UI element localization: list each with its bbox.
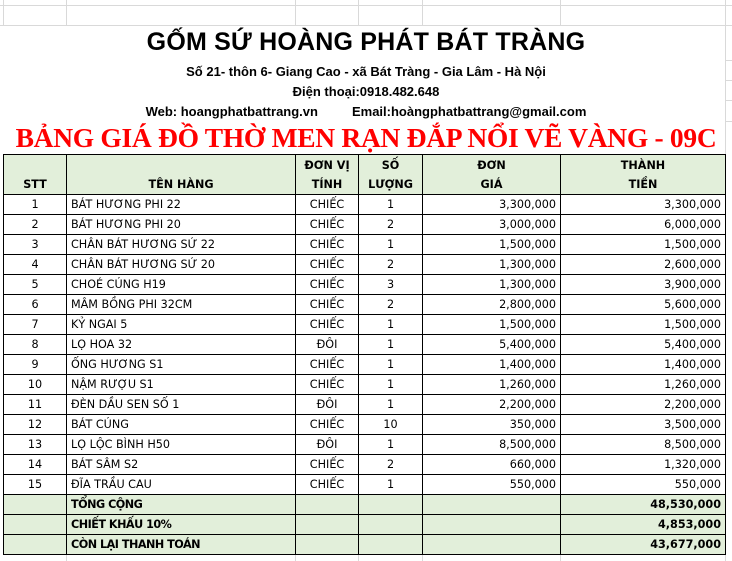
cell-unit[interactable]: CHIẾC bbox=[296, 295, 359, 315]
cell-empty[interactable] bbox=[296, 535, 359, 555]
cell-qty[interactable]: 1 bbox=[359, 235, 423, 255]
cell-name[interactable]: BÁT SÂM S2 bbox=[67, 455, 296, 475]
gridline bbox=[560, 554, 561, 561]
table-row bbox=[4, 195, 726, 215]
cell-empty[interactable] bbox=[4, 495, 67, 515]
cell-unit[interactable]: CHIẾC bbox=[296, 255, 359, 275]
cell-name[interactable]: LỌ HOA 32 bbox=[67, 335, 296, 355]
cell-price[interactable]: 1,300,000 bbox=[423, 255, 561, 275]
table-row bbox=[4, 455, 726, 475]
table-row bbox=[4, 355, 726, 375]
gridline bbox=[422, 554, 423, 561]
table-row bbox=[4, 335, 726, 355]
cell-empty[interactable] bbox=[4, 515, 67, 535]
cell-unit[interactable]: ĐÔI bbox=[296, 435, 359, 455]
cell-price[interactable]: 1,260,000 bbox=[423, 375, 561, 395]
table-row bbox=[4, 415, 726, 435]
table-row bbox=[4, 375, 726, 395]
cell-qty[interactable]: 3 bbox=[359, 275, 423, 295]
table-row bbox=[4, 215, 726, 235]
cell-stt[interactable]: 2 bbox=[4, 215, 67, 235]
cell-stt[interactable]: 3 bbox=[4, 235, 67, 255]
cell-qty[interactable]: 2 bbox=[359, 455, 423, 475]
cell-stt[interactable]: 5 bbox=[4, 275, 67, 295]
cell-total[interactable]: 2,600,000 bbox=[561, 255, 726, 275]
cell-unit[interactable]: CHIẾC bbox=[296, 475, 359, 495]
cell-qty[interactable]: 1 bbox=[359, 475, 423, 495]
cell-qty[interactable]: 1 bbox=[359, 195, 423, 215]
cell-stt[interactable]: 1 bbox=[4, 195, 67, 215]
cell-empty[interactable] bbox=[359, 495, 423, 515]
cell-unit[interactable]: CHIẾC bbox=[296, 355, 359, 375]
gridline bbox=[295, 0, 296, 26]
cell-name[interactable]: ỐNG HƯƠNG S1 bbox=[67, 355, 296, 375]
gridline bbox=[358, 0, 359, 26]
col-header-qty[interactable]: SỐ LƯỢNG bbox=[359, 155, 423, 195]
summary-label[interactable]: TỔNG CỘNG bbox=[67, 495, 296, 515]
company-phone: Điện thoại:0918.482.648 bbox=[292, 84, 440, 99]
cell-name[interactable]: ĐÈN DẦU SEN SỐ 1 bbox=[67, 395, 296, 415]
cell-total[interactable]: 1,320,000 bbox=[561, 455, 726, 475]
col-header-stt[interactable]: STT bbox=[4, 155, 67, 195]
table-row bbox=[4, 255, 726, 275]
table-row bbox=[4, 435, 726, 455]
cell-stt[interactable]: 10 bbox=[4, 375, 67, 395]
cell-price[interactable]: 2,200,000 bbox=[423, 395, 561, 415]
cell-price[interactable]: 660,000 bbox=[423, 455, 561, 475]
cell-unit[interactable]: CHIẾC bbox=[296, 455, 359, 475]
cell-price[interactable]: 1,400,000 bbox=[423, 355, 561, 375]
cell-qty[interactable]: 1 bbox=[359, 435, 423, 455]
cell-unit[interactable]: ĐÔI bbox=[296, 395, 359, 415]
cell-name[interactable]: CHOÉ CÚNG H19 bbox=[67, 275, 296, 295]
cell-price[interactable]: 350,000 bbox=[423, 415, 561, 435]
cell-stt[interactable]: 13 bbox=[4, 435, 67, 455]
col-header-unit[interactable]: ĐƠN VỊ TÍNH bbox=[296, 155, 359, 195]
cell-name[interactable]: BÁT CÚNG bbox=[67, 415, 296, 435]
cell-total[interactable]: 3,300,000 bbox=[561, 195, 726, 215]
cell-total[interactable]: 3,900,000 bbox=[561, 275, 726, 295]
cell-qty[interactable]: 2 bbox=[359, 295, 423, 315]
col-header-total[interactable]: THÀNH TIỀN bbox=[561, 155, 726, 195]
gridline bbox=[295, 554, 296, 561]
gridline bbox=[66, 554, 67, 561]
cell-unit[interactable]: CHIẾC bbox=[296, 315, 359, 335]
cell-stt[interactable]: 14 bbox=[4, 455, 67, 475]
cell-name[interactable]: BÁT HƯƠNG PHI 20 bbox=[67, 215, 296, 235]
cell-total[interactable]: 550,000 bbox=[561, 475, 726, 495]
cell-stt[interactable]: 4 bbox=[4, 255, 67, 275]
cell-unit[interactable]: CHIẾC bbox=[296, 215, 359, 235]
cell-name[interactable]: MÂM BỒNG PHI 32CM bbox=[67, 295, 296, 315]
summary-label[interactable]: CÒN LẠI THANH TOÁN bbox=[67, 535, 296, 555]
cell-price[interactable]: 3,000,000 bbox=[423, 215, 561, 235]
cell-qty[interactable]: 1 bbox=[359, 315, 423, 335]
cell-stt[interactable]: 6 bbox=[4, 295, 67, 315]
cell-unit[interactable]: ĐÔI bbox=[296, 335, 359, 355]
cell-total[interactable]: 1,500,000 bbox=[561, 235, 726, 255]
table-row bbox=[4, 295, 726, 315]
col-header-price[interactable]: ĐƠN GIÁ bbox=[423, 155, 561, 195]
cell-name[interactable]: BÁT HƯƠNG PHI 22 bbox=[67, 195, 296, 215]
cell-total[interactable]: 1,500,000 bbox=[561, 315, 726, 335]
gridline bbox=[422, 0, 423, 26]
cell-price[interactable]: 550,000 bbox=[423, 475, 561, 495]
company-website: Web: hoangphatbattrang.vn bbox=[145, 104, 318, 119]
cell-price[interactable]: 1,300,000 bbox=[423, 275, 561, 295]
gridline bbox=[3, 0, 4, 26]
cell-price[interactable]: 8,500,000 bbox=[423, 435, 561, 455]
summary-row bbox=[4, 495, 726, 515]
cell-total[interactable]: 6,000,000 bbox=[561, 215, 726, 235]
gridline bbox=[0, 5, 732, 6]
cell-qty[interactable]: 1 bbox=[359, 355, 423, 375]
cell-total[interactable]: 8,500,000 bbox=[561, 435, 726, 455]
cell-empty[interactable] bbox=[296, 495, 359, 515]
table-row bbox=[4, 235, 726, 255]
cell-qty[interactable]: 2 bbox=[359, 215, 423, 235]
company-email: Email:hoàngphatbattrang@gmail.com bbox=[351, 104, 587, 119]
cell-stt[interactable]: 15 bbox=[4, 475, 67, 495]
cell-unit[interactable]: CHIẾC bbox=[296, 415, 359, 435]
cell-unit[interactable]: CHIẾC bbox=[296, 375, 359, 395]
summary-row bbox=[4, 535, 726, 555]
cell-qty[interactable]: 10 bbox=[359, 415, 423, 435]
cell-qty[interactable]: 2 bbox=[359, 255, 423, 275]
cell-stt[interactable]: 8 bbox=[4, 335, 67, 355]
table-row bbox=[4, 315, 726, 335]
cell-empty[interactable] bbox=[359, 535, 423, 555]
gridline bbox=[725, 100, 732, 101]
summary-label[interactable]: CHIẾT KHẤU 10% bbox=[67, 515, 296, 535]
cell-total[interactable]: 5,600,000 bbox=[561, 295, 726, 315]
cell-empty[interactable] bbox=[423, 515, 561, 535]
summary-value[interactable]: 4,853,000 bbox=[561, 515, 726, 535]
cell-total[interactable]: 1,260,000 bbox=[561, 375, 726, 395]
table-row bbox=[4, 275, 726, 295]
cell-stt[interactable]: 9 bbox=[4, 355, 67, 375]
cell-price[interactable]: 5,400,000 bbox=[423, 335, 561, 355]
cell-price[interactable]: 1,500,000 bbox=[423, 315, 561, 335]
col-header-name[interactable]: TÊN HÀNG bbox=[67, 155, 296, 195]
cell-total[interactable]: 1,400,000 bbox=[561, 355, 726, 375]
cell-total[interactable]: 2,200,000 bbox=[561, 395, 726, 415]
company-address: Số 21- thôn 6- Giang Cao - xã Bát Tràng - Gia Lâm - Hà Nội bbox=[186, 64, 546, 79]
gridline bbox=[66, 0, 67, 26]
cell-price[interactable]: 2,800,000 bbox=[423, 295, 561, 315]
company-name: GỐM SỨ HOÀNG PHÁT BÁT TRÀNG bbox=[146, 28, 586, 56]
cell-unit[interactable]: CHIẾC bbox=[296, 235, 359, 255]
cell-empty[interactable] bbox=[359, 515, 423, 535]
gridline bbox=[560, 0, 561, 26]
cell-empty[interactable] bbox=[296, 515, 359, 535]
summary-value[interactable]: 43,677,000 bbox=[561, 535, 726, 555]
cell-empty[interactable] bbox=[423, 495, 561, 515]
table-header-row bbox=[4, 155, 726, 195]
table-row bbox=[4, 475, 726, 495]
price-table bbox=[3, 154, 726, 555]
table-row bbox=[4, 395, 726, 415]
cell-price[interactable]: 3,300,000 bbox=[423, 195, 561, 215]
cell-qty[interactable]: 1 bbox=[359, 335, 423, 355]
cell-qty[interactable]: 1 bbox=[359, 375, 423, 395]
gridline bbox=[358, 554, 359, 561]
cell-empty[interactable] bbox=[423, 535, 561, 555]
cell-name[interactable]: CHÂN BÁT HƯƠNG SỨ 22 bbox=[67, 235, 296, 255]
cell-qty[interactable]: 1 bbox=[359, 395, 423, 415]
summary-row bbox=[4, 515, 726, 535]
cell-stt[interactable]: 7 bbox=[4, 315, 67, 335]
cell-name[interactable]: KỶ NGAI 5 bbox=[67, 315, 296, 335]
cell-unit[interactable]: CHIẾC bbox=[296, 195, 359, 215]
cell-stt[interactable]: 11 bbox=[4, 395, 67, 415]
company-contacts bbox=[0, 104, 732, 119]
cell-name[interactable]: NẬM RƯỢU S1 bbox=[67, 375, 296, 395]
gridline bbox=[725, 80, 732, 81]
cell-total[interactable]: 3,500,000 bbox=[561, 415, 726, 435]
summary-value[interactable]: 48,530,000 bbox=[561, 495, 726, 515]
cell-unit[interactable]: CHIẾC bbox=[296, 275, 359, 295]
cell-name[interactable]: ĐĨA TRẦU CAU bbox=[67, 475, 296, 495]
cell-price[interactable]: 1,500,000 bbox=[423, 235, 561, 255]
cell-total[interactable]: 5,400,000 bbox=[561, 335, 726, 355]
cell-name[interactable]: LỌ LỘC BÌNH H50 bbox=[67, 435, 296, 455]
gridline bbox=[725, 60, 732, 61]
price-list-banner: BẢNG GIÁ ĐỒ THỜ MEN RẠN ĐẮP NỔI VẼ VÀNG - 09C bbox=[15, 122, 717, 153]
cell-name[interactable]: CHÂN BÁT HƯƠNG SỨ 20 bbox=[67, 255, 296, 275]
cell-empty[interactable] bbox=[4, 535, 67, 555]
cell-stt[interactable]: 12 bbox=[4, 415, 67, 435]
